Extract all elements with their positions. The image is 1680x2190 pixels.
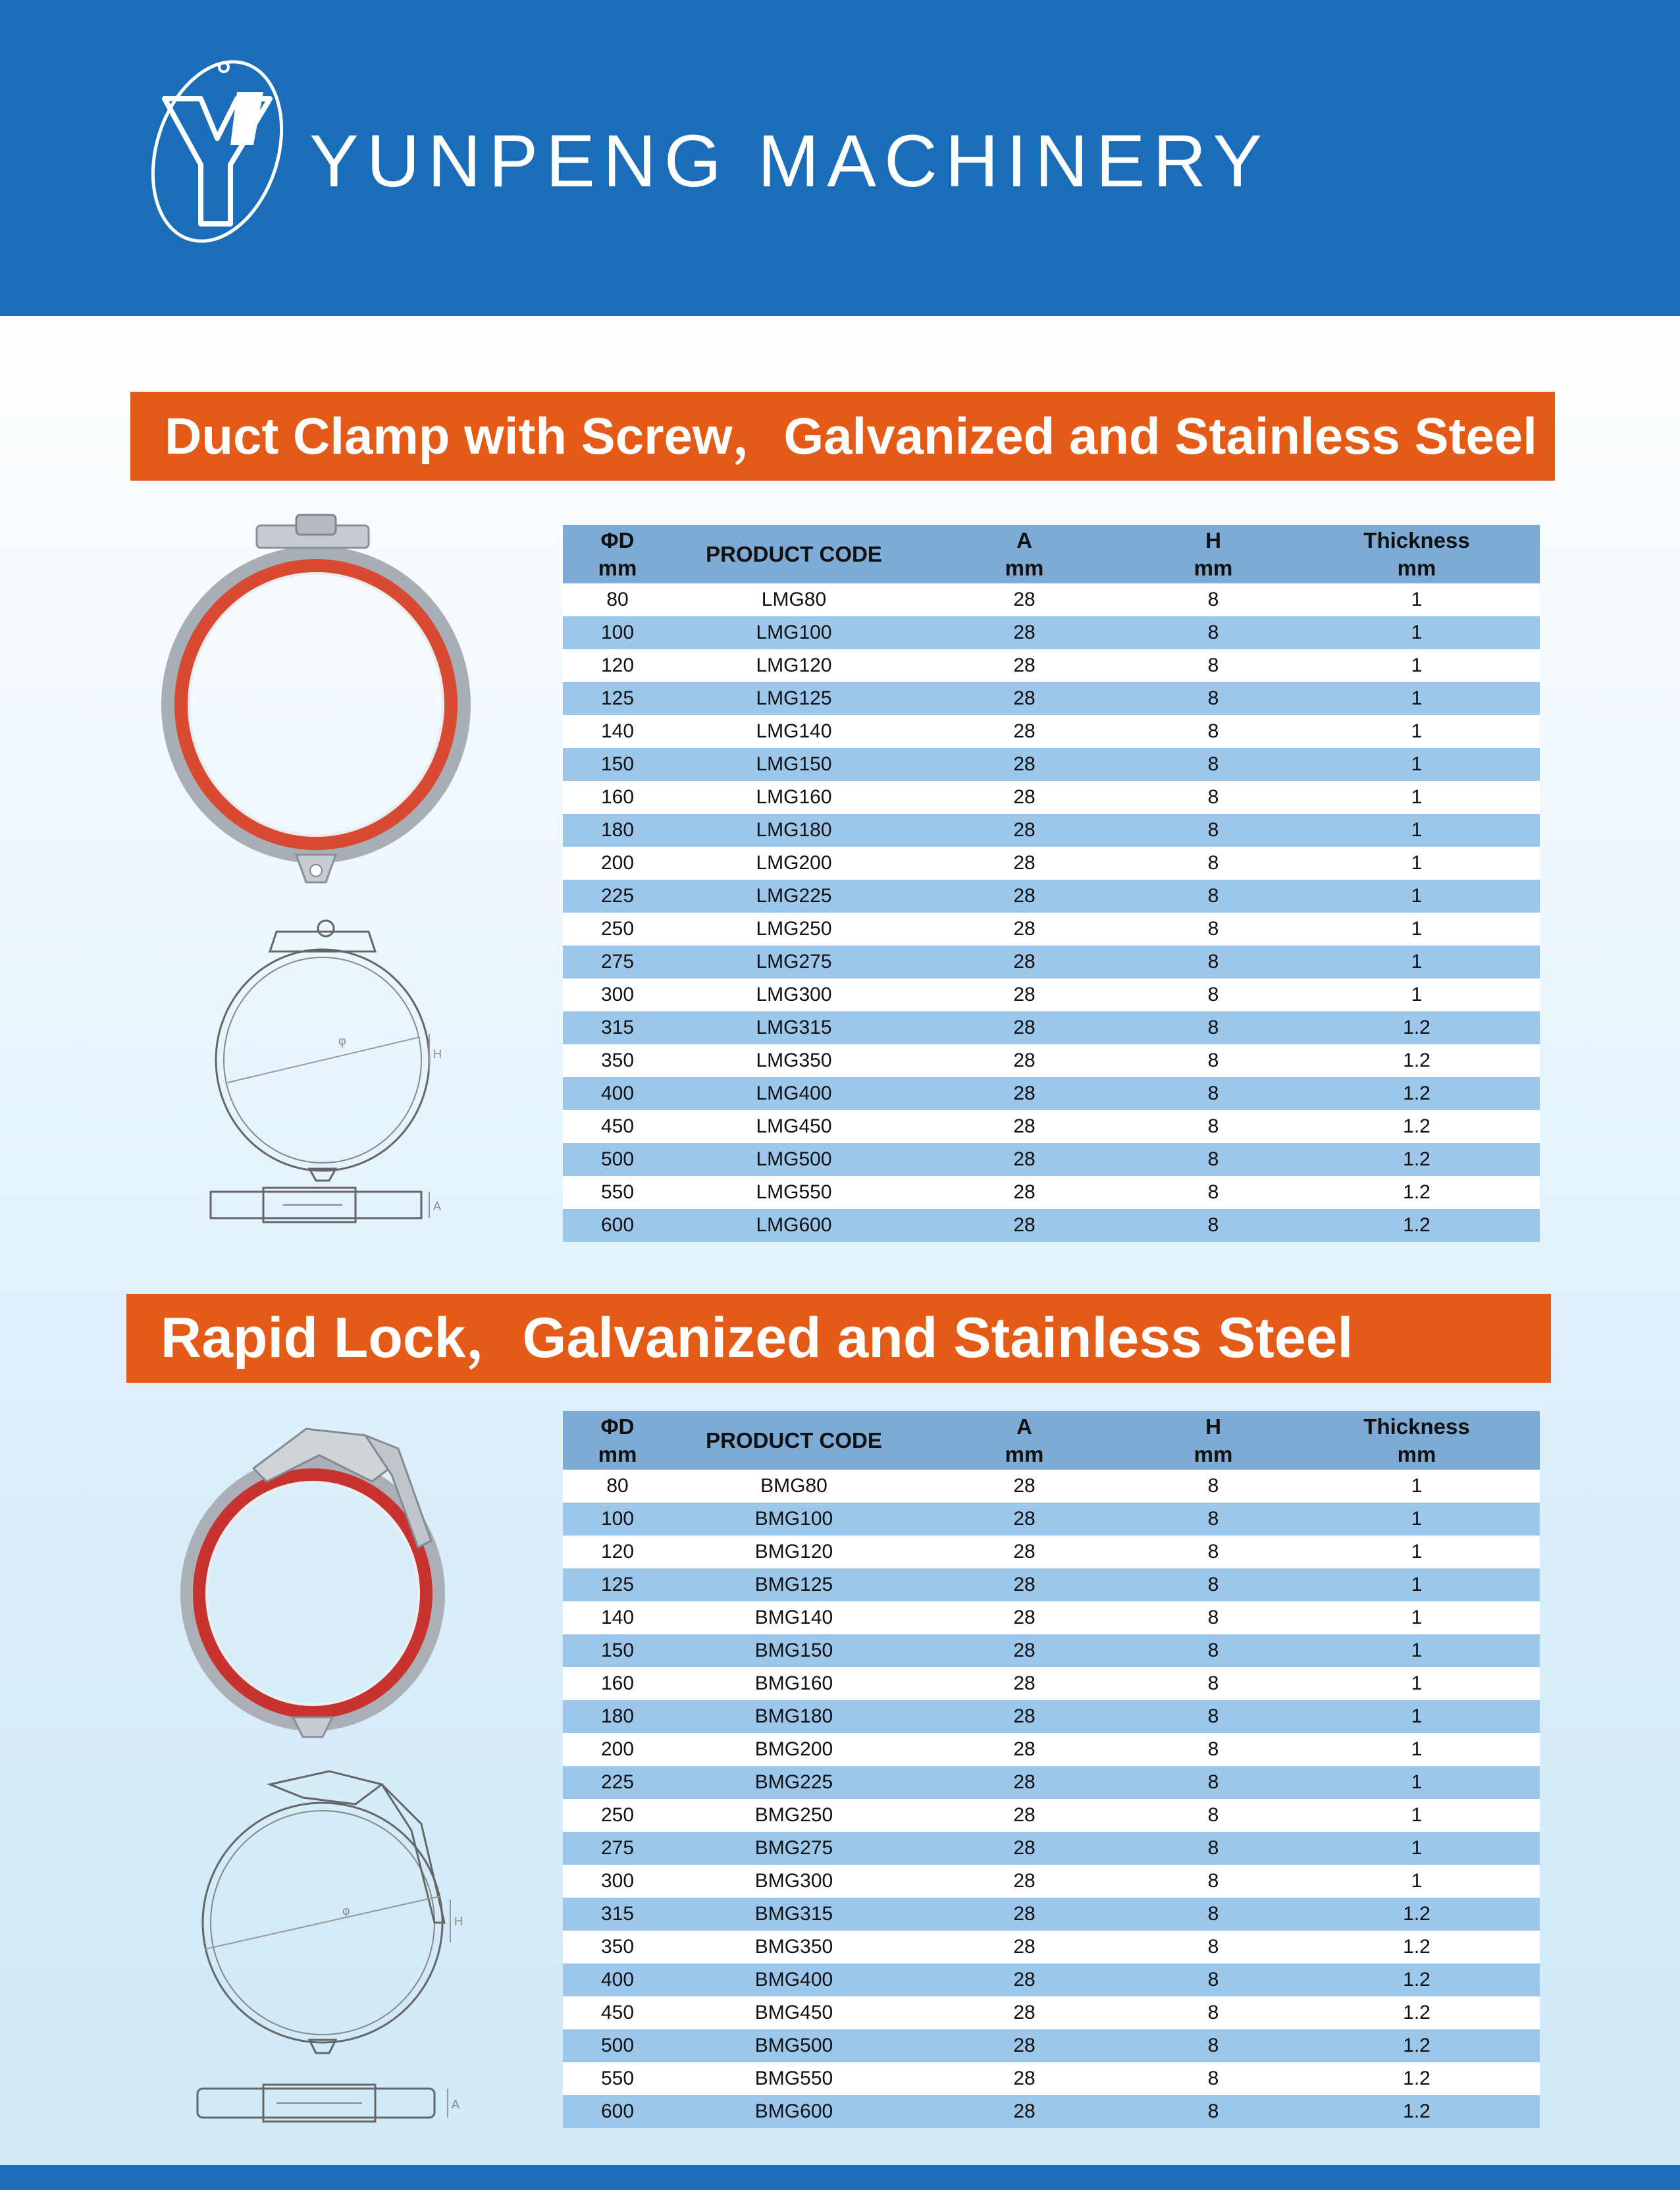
- cell-diameter: 400: [563, 1963, 672, 1996]
- cell-thickness: 1: [1294, 880, 1540, 913]
- cell-thickness: 1.2: [1294, 1963, 1540, 1996]
- cell-product-code: LMG120: [672, 649, 916, 682]
- cell-product-code: LMG180: [672, 814, 916, 847]
- column-header-thickness: Thickness mm: [1294, 525, 1540, 583]
- table-row: [563, 1865, 1540, 1898]
- cell-thickness: 1: [1294, 583, 1540, 616]
- cell-product-code: BMG600: [672, 2095, 916, 2128]
- table-row: [563, 1601, 1540, 1634]
- cell-h: 8: [1133, 1700, 1294, 1733]
- cell-a: 28: [916, 1077, 1133, 1110]
- cell-product-code: BMG120: [672, 1536, 916, 1568]
- cell-h: 8: [1133, 649, 1294, 682]
- cell-diameter: 140: [563, 715, 672, 748]
- cell-h: 8: [1133, 583, 1294, 616]
- table-row: [563, 978, 1540, 1011]
- cell-thickness: 1: [1294, 748, 1540, 781]
- column-header-diameter: ΦD mm: [563, 1411, 672, 1470]
- cell-diameter: 180: [563, 1700, 672, 1733]
- cell-product-code: LMG300: [672, 978, 916, 1011]
- cell-a: 28: [916, 616, 1133, 649]
- table-row: [563, 1733, 1540, 1766]
- diameter-label: φ: [342, 1904, 350, 1917]
- cell-thickness: 1: [1294, 1766, 1540, 1799]
- cell-product-code: LMG125: [672, 682, 916, 715]
- table-row: [563, 1667, 1540, 1700]
- cell-h: 8: [1133, 1176, 1294, 1209]
- cell-product-code: BMG80: [672, 1470, 916, 1503]
- cell-diameter: 80: [563, 583, 672, 616]
- cell-h: 8: [1133, 1634, 1294, 1667]
- cell-diameter: 160: [563, 1667, 672, 1700]
- cell-diameter: 450: [563, 1110, 672, 1143]
- cell-thickness: 1: [1294, 1700, 1540, 1733]
- table-row: [563, 1011, 1540, 1044]
- cell-a: 28: [916, 1963, 1133, 1996]
- table-row: [563, 847, 1540, 880]
- cell-thickness: 1: [1294, 649, 1540, 682]
- cell-product-code: LMG160: [672, 781, 916, 814]
- cell-product-code: LMG250: [672, 913, 916, 946]
- cell-h: 8: [1133, 748, 1294, 781]
- diameter-label: φ: [338, 1034, 346, 1048]
- cell-thickness: 1: [1294, 1667, 1540, 1700]
- cell-product-code: LMG450: [672, 1110, 916, 1143]
- cell-a: 28: [916, 1143, 1133, 1176]
- table-row: [563, 1044, 1540, 1077]
- cell-h: 8: [1133, 1077, 1294, 1110]
- cell-h: 8: [1133, 1931, 1294, 1963]
- width-label: A: [433, 1200, 442, 1213]
- cell-product-code: BMG150: [672, 1634, 916, 1667]
- footer-bar: [0, 2165, 1680, 2190]
- table-row: [563, 1110, 1540, 1143]
- cell-thickness: 1.2: [1294, 1176, 1540, 1209]
- cell-a: 28: [916, 2095, 1133, 2128]
- cell-diameter: 550: [563, 2062, 672, 2095]
- cell-product-code: BMG180: [672, 1700, 916, 1733]
- cell-diameter: 200: [563, 847, 672, 880]
- cell-h: 8: [1133, 1209, 1294, 1242]
- cell-diameter: 300: [563, 978, 672, 1011]
- cell-product-code: BMG350: [672, 1931, 916, 1963]
- cell-product-code: BMG125: [672, 1568, 916, 1601]
- duct-clamp-front-drawing: [197, 912, 448, 1182]
- cell-thickness: 1: [1294, 1470, 1540, 1503]
- cell-h: 8: [1133, 2095, 1294, 2128]
- cell-diameter: 80: [563, 1470, 672, 1503]
- column-header-a: A mm: [916, 525, 1133, 583]
- cell-a: 28: [916, 1996, 1133, 2029]
- cell-thickness: 1.2: [1294, 2029, 1540, 2062]
- cell-h: 8: [1133, 1667, 1294, 1700]
- table-row: [563, 1470, 1540, 1503]
- cell-h: 8: [1133, 616, 1294, 649]
- cell-h: 8: [1133, 1832, 1294, 1865]
- cell-a: 28: [916, 748, 1133, 781]
- cell-thickness: 1: [1294, 1503, 1540, 1536]
- table-row: [563, 1568, 1540, 1601]
- cell-a: 28: [916, 814, 1133, 847]
- table-row: [563, 2029, 1540, 2062]
- cell-h: 8: [1133, 978, 1294, 1011]
- table-row: [563, 1799, 1540, 1832]
- cell-thickness: 1: [1294, 1865, 1540, 1898]
- cell-product-code: BMG315: [672, 1898, 916, 1931]
- duct-clamp-table-body: [563, 583, 1540, 1242]
- cell-thickness: 1: [1294, 616, 1540, 649]
- cell-a: 28: [916, 1898, 1133, 1931]
- column-header-diameter: ΦD mm: [563, 525, 672, 583]
- cell-product-code: BMG200: [672, 1733, 916, 1766]
- cell-a: 28: [916, 1601, 1133, 1634]
- cell-product-code: LMG150: [672, 748, 916, 781]
- cell-diameter: 600: [563, 1209, 672, 1242]
- cell-diameter: 140: [563, 1601, 672, 1634]
- cell-thickness: 1: [1294, 814, 1540, 847]
- table-row: [563, 1832, 1540, 1865]
- cell-h: 8: [1133, 1963, 1294, 1996]
- cell-diameter: 500: [563, 1143, 672, 1176]
- cell-h: 8: [1133, 781, 1294, 814]
- cell-a: 28: [916, 1503, 1133, 1536]
- rapid-lock-front-drawing: [184, 1765, 474, 2054]
- cell-diameter: 500: [563, 2029, 672, 2062]
- table-row: [563, 616, 1540, 649]
- rapid-lock-table-body: [563, 1470, 1540, 2128]
- cell-product-code: LMG600: [672, 1209, 916, 1242]
- table-row: [563, 1996, 1540, 2029]
- duct-clamp-side-drawing: [197, 1185, 448, 1225]
- cell-diameter: 125: [563, 682, 672, 715]
- cell-thickness: 1.2: [1294, 1209, 1540, 1242]
- cell-diameter: 160: [563, 781, 672, 814]
- cell-h: 8: [1133, 814, 1294, 847]
- cell-diameter: 350: [563, 1044, 672, 1077]
- table-row: [563, 649, 1540, 682]
- height-label: H: [433, 1048, 442, 1061]
- cell-diameter: 350: [563, 1931, 672, 1963]
- cell-diameter: 315: [563, 1011, 672, 1044]
- duct-clamp-spec-table: [563, 525, 1540, 1242]
- cell-a: 28: [916, 847, 1133, 880]
- table-row: [563, 1766, 1540, 1799]
- cell-a: 28: [916, 1766, 1133, 1799]
- cell-diameter: 150: [563, 1634, 672, 1667]
- cell-h: 8: [1133, 1470, 1294, 1503]
- table-header-row: [563, 1411, 1540, 1470]
- column-header-h: H mm: [1133, 1411, 1294, 1470]
- column-header-product-code: PRODUCT CODE: [672, 525, 916, 583]
- column-header-thickness: Thickness mm: [1294, 1411, 1540, 1470]
- rapid-lock-spec-table: [563, 1411, 1540, 2128]
- cell-a: 28: [916, 946, 1133, 978]
- cell-a: 28: [916, 1865, 1133, 1898]
- cell-a: 28: [916, 1634, 1133, 1667]
- table-row: [563, 1209, 1540, 1242]
- cell-diameter: 550: [563, 1176, 672, 1209]
- cell-a: 28: [916, 1044, 1133, 1077]
- brand-name: YUNPENG MACHINERY: [309, 120, 1271, 202]
- cell-thickness: 1: [1294, 1799, 1540, 1832]
- cell-product-code: BMG140: [672, 1601, 916, 1634]
- cell-thickness: 1.2: [1294, 1898, 1540, 1931]
- cell-a: 28: [916, 682, 1133, 715]
- cell-thickness: 1: [1294, 1601, 1540, 1634]
- cell-product-code: BMG500: [672, 2029, 916, 2062]
- cell-thickness: 1: [1294, 1634, 1540, 1667]
- cell-diameter: 600: [563, 2095, 672, 2128]
- cell-thickness: 1: [1294, 781, 1540, 814]
- cell-h: 8: [1133, 1601, 1294, 1634]
- cell-thickness: 1.2: [1294, 1996, 1540, 2029]
- cell-product-code: BMG160: [672, 1667, 916, 1700]
- cell-a: 28: [916, 1176, 1133, 1209]
- cell-product-code: BMG275: [672, 1832, 916, 1865]
- cell-thickness: 1: [1294, 715, 1540, 748]
- cell-a: 28: [916, 1667, 1133, 1700]
- table-row: [563, 1963, 1540, 1996]
- cell-h: 8: [1133, 1898, 1294, 1931]
- cell-product-code: BMG225: [672, 1766, 916, 1799]
- table-row: [563, 748, 1540, 781]
- column-header-h: H mm: [1133, 525, 1294, 583]
- cell-h: 8: [1133, 1733, 1294, 1766]
- cell-a: 28: [916, 1700, 1133, 1733]
- cell-thickness: 1.2: [1294, 2062, 1540, 2095]
- cell-h: 8: [1133, 1503, 1294, 1536]
- table-row: [563, 1931, 1540, 1963]
- table-header-row: [563, 525, 1540, 583]
- cell-product-code: LMG100: [672, 616, 916, 649]
- cell-h: 8: [1133, 682, 1294, 715]
- cell-h: 8: [1133, 1044, 1294, 1077]
- cell-a: 28: [916, 583, 1133, 616]
- cell-h: 8: [1133, 913, 1294, 946]
- header-banner: [0, 0, 1680, 316]
- section-title-duct-clamp: Duct Clamp with Screw，Galvanized and Stainless Steel: [130, 392, 1555, 481]
- cell-thickness: 1.2: [1294, 2095, 1540, 2128]
- cell-thickness: 1.2: [1294, 1110, 1540, 1143]
- cell-h: 8: [1133, 1799, 1294, 1832]
- table-row: [563, 1176, 1540, 1209]
- cell-a: 28: [916, 715, 1133, 748]
- cell-diameter: 150: [563, 748, 672, 781]
- cell-diameter: 100: [563, 1503, 672, 1536]
- table-row: [563, 880, 1540, 913]
- section-title-rapid-lock: Rapid Lock，Galvanized and Stainless Steel: [126, 1294, 1551, 1383]
- column-header-product-code: PRODUCT CODE: [672, 1411, 916, 1470]
- table-row: [563, 1898, 1540, 1931]
- cell-diameter: 250: [563, 1799, 672, 1832]
- cell-diameter: 200: [563, 1733, 672, 1766]
- cell-product-code: LMG400: [672, 1077, 916, 1110]
- cell-a: 28: [916, 2029, 1133, 2062]
- cell-product-code: LMG275: [672, 946, 916, 978]
- cell-h: 8: [1133, 1011, 1294, 1044]
- cell-a: 28: [916, 1832, 1133, 1865]
- table-row: [563, 946, 1540, 978]
- cell-thickness: 1: [1294, 1536, 1540, 1568]
- cell-h: 8: [1133, 1996, 1294, 2029]
- cell-product-code: BMG550: [672, 2062, 916, 2095]
- table-row: [563, 1077, 1540, 1110]
- cell-product-code: LMG315: [672, 1011, 916, 1044]
- cell-thickness: 1.2: [1294, 1011, 1540, 1044]
- cell-diameter: 225: [563, 1766, 672, 1799]
- cell-h: 8: [1133, 2029, 1294, 2062]
- cell-a: 28: [916, 781, 1133, 814]
- cell-h: 8: [1133, 715, 1294, 748]
- cell-a: 28: [916, 880, 1133, 913]
- cell-thickness: 1: [1294, 978, 1540, 1011]
- table-row: [563, 913, 1540, 946]
- table-row: [563, 781, 1540, 814]
- height-label: H: [454, 1915, 463, 1928]
- table-row: [563, 1634, 1540, 1667]
- cell-h: 8: [1133, 1865, 1294, 1898]
- cell-a: 28: [916, 2062, 1133, 2095]
- cell-thickness: 1.2: [1294, 1143, 1540, 1176]
- cell-diameter: 125: [563, 1568, 672, 1601]
- cell-a: 28: [916, 1536, 1133, 1568]
- cell-diameter: 300: [563, 1865, 672, 1898]
- cell-thickness: 1: [1294, 682, 1540, 715]
- cell-a: 28: [916, 1799, 1133, 1832]
- cell-diameter: 100: [563, 616, 672, 649]
- cell-product-code: LMG500: [672, 1143, 916, 1176]
- cell-thickness: 1: [1294, 1832, 1540, 1865]
- cell-diameter: 450: [563, 1996, 672, 2029]
- cell-product-code: LMG140: [672, 715, 916, 748]
- cell-diameter: 315: [563, 1898, 672, 1931]
- company-logo-icon: [138, 53, 296, 250]
- cell-h: 8: [1133, 2062, 1294, 2095]
- cell-product-code: LMG80: [672, 583, 916, 616]
- cell-thickness: 1: [1294, 1733, 1540, 1766]
- cell-product-code: LMG550: [672, 1176, 916, 1209]
- cell-a: 28: [916, 978, 1133, 1011]
- cell-thickness: 1: [1294, 1568, 1540, 1601]
- cell-product-code: LMG350: [672, 1044, 916, 1077]
- cell-product-code: BMG100: [672, 1503, 916, 1536]
- cell-diameter: 400: [563, 1077, 672, 1110]
- column-header-a: A mm: [916, 1411, 1133, 1470]
- cell-product-code: LMG200: [672, 847, 916, 880]
- table-row: [563, 1536, 1540, 1568]
- cell-diameter: 250: [563, 913, 672, 946]
- cell-diameter: 275: [563, 946, 672, 978]
- cell-product-code: BMG250: [672, 1799, 916, 1832]
- rapid-lock-side-drawing: [184, 2081, 474, 2127]
- cell-product-code: LMG225: [672, 880, 916, 913]
- cell-diameter: 225: [563, 880, 672, 913]
- cell-h: 8: [1133, 1766, 1294, 1799]
- table-row: [563, 2095, 1540, 2128]
- duct-clamp-photo: [158, 507, 474, 889]
- table-row: [563, 583, 1540, 616]
- cell-a: 28: [916, 913, 1133, 946]
- cell-h: 8: [1133, 1568, 1294, 1601]
- cell-h: 8: [1133, 880, 1294, 913]
- width-label: A: [452, 2098, 460, 2111]
- cell-h: 8: [1133, 847, 1294, 880]
- cell-diameter: 120: [563, 1536, 672, 1568]
- table-row: [563, 814, 1540, 847]
- cell-diameter: 180: [563, 814, 672, 847]
- table-row: [563, 1503, 1540, 1536]
- cell-a: 28: [916, 1568, 1133, 1601]
- cell-thickness: 1: [1294, 913, 1540, 946]
- table-row: [563, 1700, 1540, 1733]
- cell-h: 8: [1133, 1110, 1294, 1143]
- cell-diameter: 275: [563, 1832, 672, 1865]
- table-row: [563, 1143, 1540, 1176]
- cell-h: 8: [1133, 946, 1294, 978]
- cell-product-code: BMG400: [672, 1963, 916, 1996]
- cell-product-code: BMG450: [672, 1996, 916, 2029]
- cell-a: 28: [916, 1110, 1133, 1143]
- cell-a: 28: [916, 1209, 1133, 1242]
- cell-thickness: 1.2: [1294, 1931, 1540, 1963]
- cell-a: 28: [916, 1470, 1133, 1503]
- cell-thickness: 1: [1294, 847, 1540, 880]
- cell-a: 28: [916, 1011, 1133, 1044]
- cell-h: 8: [1133, 1536, 1294, 1568]
- cell-a: 28: [916, 649, 1133, 682]
- cell-thickness: 1.2: [1294, 1077, 1540, 1110]
- table-row: [563, 715, 1540, 748]
- table-row: [563, 2062, 1540, 2095]
- cell-thickness: 1: [1294, 946, 1540, 978]
- cell-a: 28: [916, 1733, 1133, 1766]
- cell-product-code: BMG300: [672, 1865, 916, 1898]
- cell-h: 8: [1133, 1143, 1294, 1176]
- table-row: [563, 682, 1540, 715]
- cell-a: 28: [916, 1931, 1133, 1963]
- rapid-lock-photo: [174, 1409, 464, 1738]
- cell-diameter: 120: [563, 649, 672, 682]
- cell-thickness: 1.2: [1294, 1044, 1540, 1077]
